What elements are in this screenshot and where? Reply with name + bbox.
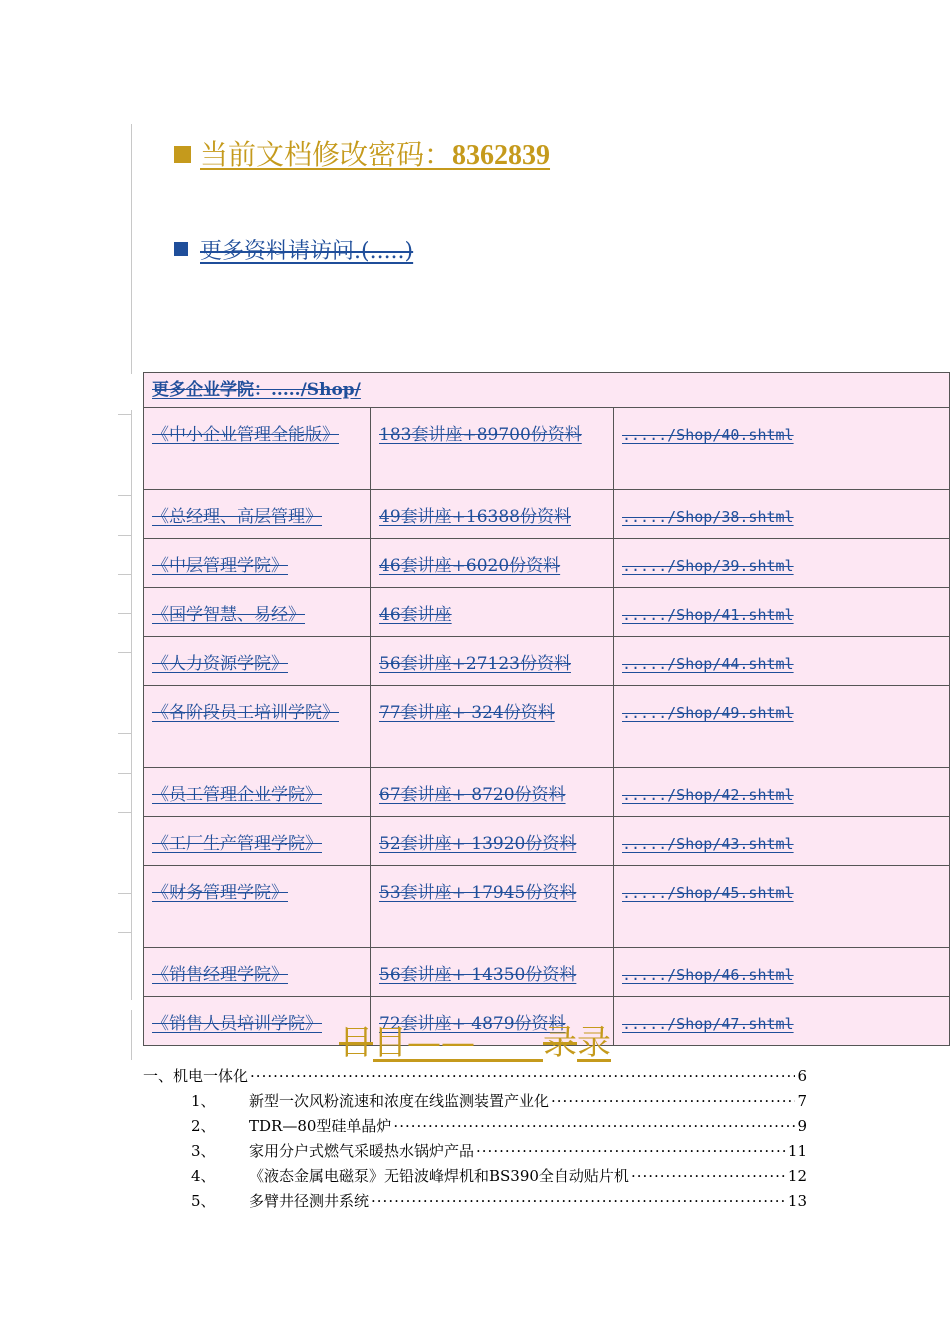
margin-tick bbox=[118, 535, 132, 536]
toc-entry-number: 2、 bbox=[191, 1117, 216, 1135]
toc-leader-dots bbox=[476, 1139, 786, 1164]
table-row bbox=[144, 539, 950, 588]
resource-table bbox=[143, 372, 950, 1046]
password-value: 8362839 bbox=[452, 140, 551, 171]
table-row bbox=[144, 408, 950, 490]
toc-entry-number: 一、 bbox=[143, 1067, 174, 1085]
course-name-link[interactable]: 《人力资源学院》 bbox=[152, 654, 288, 674]
course-url-link[interactable]: ...../Shop/47.shtml bbox=[622, 1015, 794, 1033]
password-heading bbox=[174, 133, 550, 173]
toc-title-part: 录 bbox=[577, 1023, 611, 1063]
square-bullet-icon bbox=[174, 242, 188, 256]
toc-entry-text: 机电一体化 bbox=[173, 1067, 249, 1085]
margin-tick bbox=[118, 893, 132, 894]
course-url-link[interactable]: ...../Shop/46.shtml bbox=[622, 966, 794, 984]
course-content-link[interactable]: 77套讲座+ 324份资料 bbox=[379, 703, 555, 723]
table-row bbox=[144, 866, 950, 948]
margin-tick bbox=[118, 773, 132, 774]
course-name-link[interactable]: 《中小企业管理全能版》 bbox=[152, 425, 339, 445]
course-content-link[interactable]: 67套讲座+ 8720份资料 bbox=[379, 785, 566, 805]
toc-leader-dots bbox=[250, 1064, 795, 1089]
margin-tick bbox=[118, 733, 132, 734]
square-bullet-icon bbox=[174, 146, 191, 163]
table-row bbox=[144, 588, 950, 637]
table-row bbox=[144, 686, 950, 768]
course-name-link[interactable]: 《中层管理学院》 bbox=[152, 556, 288, 576]
course-content-link[interactable]: 46套讲座 bbox=[379, 605, 452, 625]
course-name-link[interactable]: 《财务管理学院》 bbox=[152, 883, 288, 903]
toc-entry[interactable] bbox=[143, 1139, 807, 1164]
course-url-link[interactable]: ...../Shop/42.shtml bbox=[622, 786, 794, 804]
margin-tick bbox=[118, 812, 132, 813]
margin-tick bbox=[118, 495, 132, 496]
toc-entry-number: 4、 bbox=[191, 1167, 216, 1185]
toc-entry-number: 3、 bbox=[191, 1142, 216, 1160]
toc-entry-page: 7 bbox=[797, 1092, 807, 1110]
course-url-link[interactable]: ...../Shop/40.shtml bbox=[622, 426, 794, 444]
course-content-link[interactable]: 183套讲座+89700份资料 bbox=[379, 425, 582, 445]
toc-title bbox=[0, 1015, 950, 1064]
course-url-link[interactable]: ...../Shop/39.shtml bbox=[622, 557, 794, 575]
table-header-link[interactable]: 更多企业学院：...../Shop/ bbox=[152, 380, 361, 400]
course-name-link[interactable]: 《各阶段员工培训学院》 bbox=[152, 703, 339, 723]
toc-entry-page: 11 bbox=[787, 1142, 807, 1160]
margin-guide-top bbox=[131, 124, 132, 374]
toc-entry-number: 5、 bbox=[191, 1192, 216, 1210]
toc-leader-dots bbox=[551, 1089, 795, 1114]
toc-entry-text: 《液态金属电磁泵》无铅波峰焊机和BS390全自动贴片机 bbox=[249, 1167, 629, 1185]
course-url-link[interactable]: ...../Shop/49.shtml bbox=[622, 704, 794, 722]
toc-title-part: 目 bbox=[373, 1023, 407, 1063]
margin-tick bbox=[118, 932, 132, 933]
course-content-link[interactable]: 46套讲座+6020份资料 bbox=[379, 556, 561, 576]
margin-tick bbox=[118, 652, 132, 653]
toc-entry[interactable] bbox=[143, 1164, 807, 1189]
table-row bbox=[144, 948, 950, 997]
table-row bbox=[144, 637, 950, 686]
course-name-link[interactable]: 《国学智慧、易经》 bbox=[152, 605, 305, 625]
table-row bbox=[144, 490, 950, 539]
toc-title-part: 录 bbox=[543, 1023, 577, 1063]
course-content-link[interactable]: 56套讲座+27123份资料 bbox=[379, 654, 571, 674]
toc-entry-text: 新型一次风粉流速和浓度在线监测装置产业化 bbox=[249, 1092, 550, 1110]
margin-guide-mid bbox=[131, 410, 132, 1000]
toc-entry-text: 多臂井径测井系统 bbox=[249, 1192, 370, 1210]
course-name-link[interactable]: 《员工管理企业学院》 bbox=[152, 785, 322, 805]
course-url-link[interactable]: ...../Shop/43.shtml bbox=[622, 835, 794, 853]
course-name-link[interactable]: 《总经理、高层管理》 bbox=[152, 507, 322, 527]
course-url-link[interactable]: ...../Shop/44.shtml bbox=[622, 655, 794, 673]
toc-title-part: 目 bbox=[339, 1023, 373, 1063]
course-content-link[interactable]: 72套讲座+ 4879份资料 bbox=[379, 1014, 566, 1034]
course-url-link[interactable]: ...../Shop/45.shtml bbox=[622, 884, 794, 902]
toc-leader-dots bbox=[393, 1114, 795, 1139]
course-url-link[interactable]: ...../Shop/38.shtml bbox=[622, 508, 794, 526]
margin-tick bbox=[118, 613, 132, 614]
table-header-cell bbox=[144, 373, 950, 408]
toc-entry-page: 9 bbox=[797, 1117, 807, 1135]
table-row bbox=[144, 817, 950, 866]
course-content-link[interactable]: 52套讲座+ 13920份资料 bbox=[379, 834, 577, 854]
toc-leader-dots bbox=[371, 1189, 786, 1214]
margin-tick bbox=[118, 574, 132, 575]
course-content-link[interactable]: 56套讲座+ 14350份资料 bbox=[379, 965, 577, 985]
more-resources-link[interactable]: 更多资料请访问.(.....) bbox=[200, 239, 414, 264]
toc-entry-number: 1、 bbox=[191, 1092, 216, 1110]
toc-title-part: ____ bbox=[475, 1023, 543, 1063]
table-header-row bbox=[144, 373, 950, 408]
toc-entry-text: 家用分户式燃气采暖热水锅炉产品 bbox=[249, 1142, 475, 1160]
course-content-link[interactable]: 49套讲座+16388份资料 bbox=[379, 507, 571, 527]
toc-entry[interactable] bbox=[143, 1189, 807, 1214]
course-url-link[interactable]: ...../Shop/41.shtml bbox=[622, 606, 794, 624]
toc-entry[interactable] bbox=[143, 1064, 807, 1089]
table-row bbox=[144, 768, 950, 817]
course-name-link[interactable]: 《销售人员培训学院》 bbox=[152, 1014, 322, 1034]
course-name-link[interactable]: 《工厂生产管理学院》 bbox=[152, 834, 322, 854]
toc-title-part: —— bbox=[407, 1023, 475, 1063]
more-resources-heading[interactable] bbox=[174, 234, 413, 265]
toc-leader-dots bbox=[631, 1164, 786, 1189]
toc-entry-page: 13 bbox=[787, 1192, 807, 1210]
toc-entry[interactable] bbox=[143, 1089, 807, 1114]
table-of-contents bbox=[143, 1064, 807, 1214]
course-content-link[interactable]: 53套讲座+ 17945份资料 bbox=[379, 883, 577, 903]
margin-tick bbox=[118, 414, 132, 415]
password-label: 当前文档修改密码： bbox=[200, 138, 453, 171]
toc-entry[interactable] bbox=[143, 1114, 807, 1139]
toc-entry-page: 12 bbox=[787, 1167, 807, 1185]
course-name-link[interactable]: 《销售经理学院》 bbox=[152, 965, 288, 985]
toc-entry-page: 6 bbox=[797, 1067, 807, 1085]
toc-entry-text: TDR—80型硅单晶炉 bbox=[249, 1117, 392, 1135]
